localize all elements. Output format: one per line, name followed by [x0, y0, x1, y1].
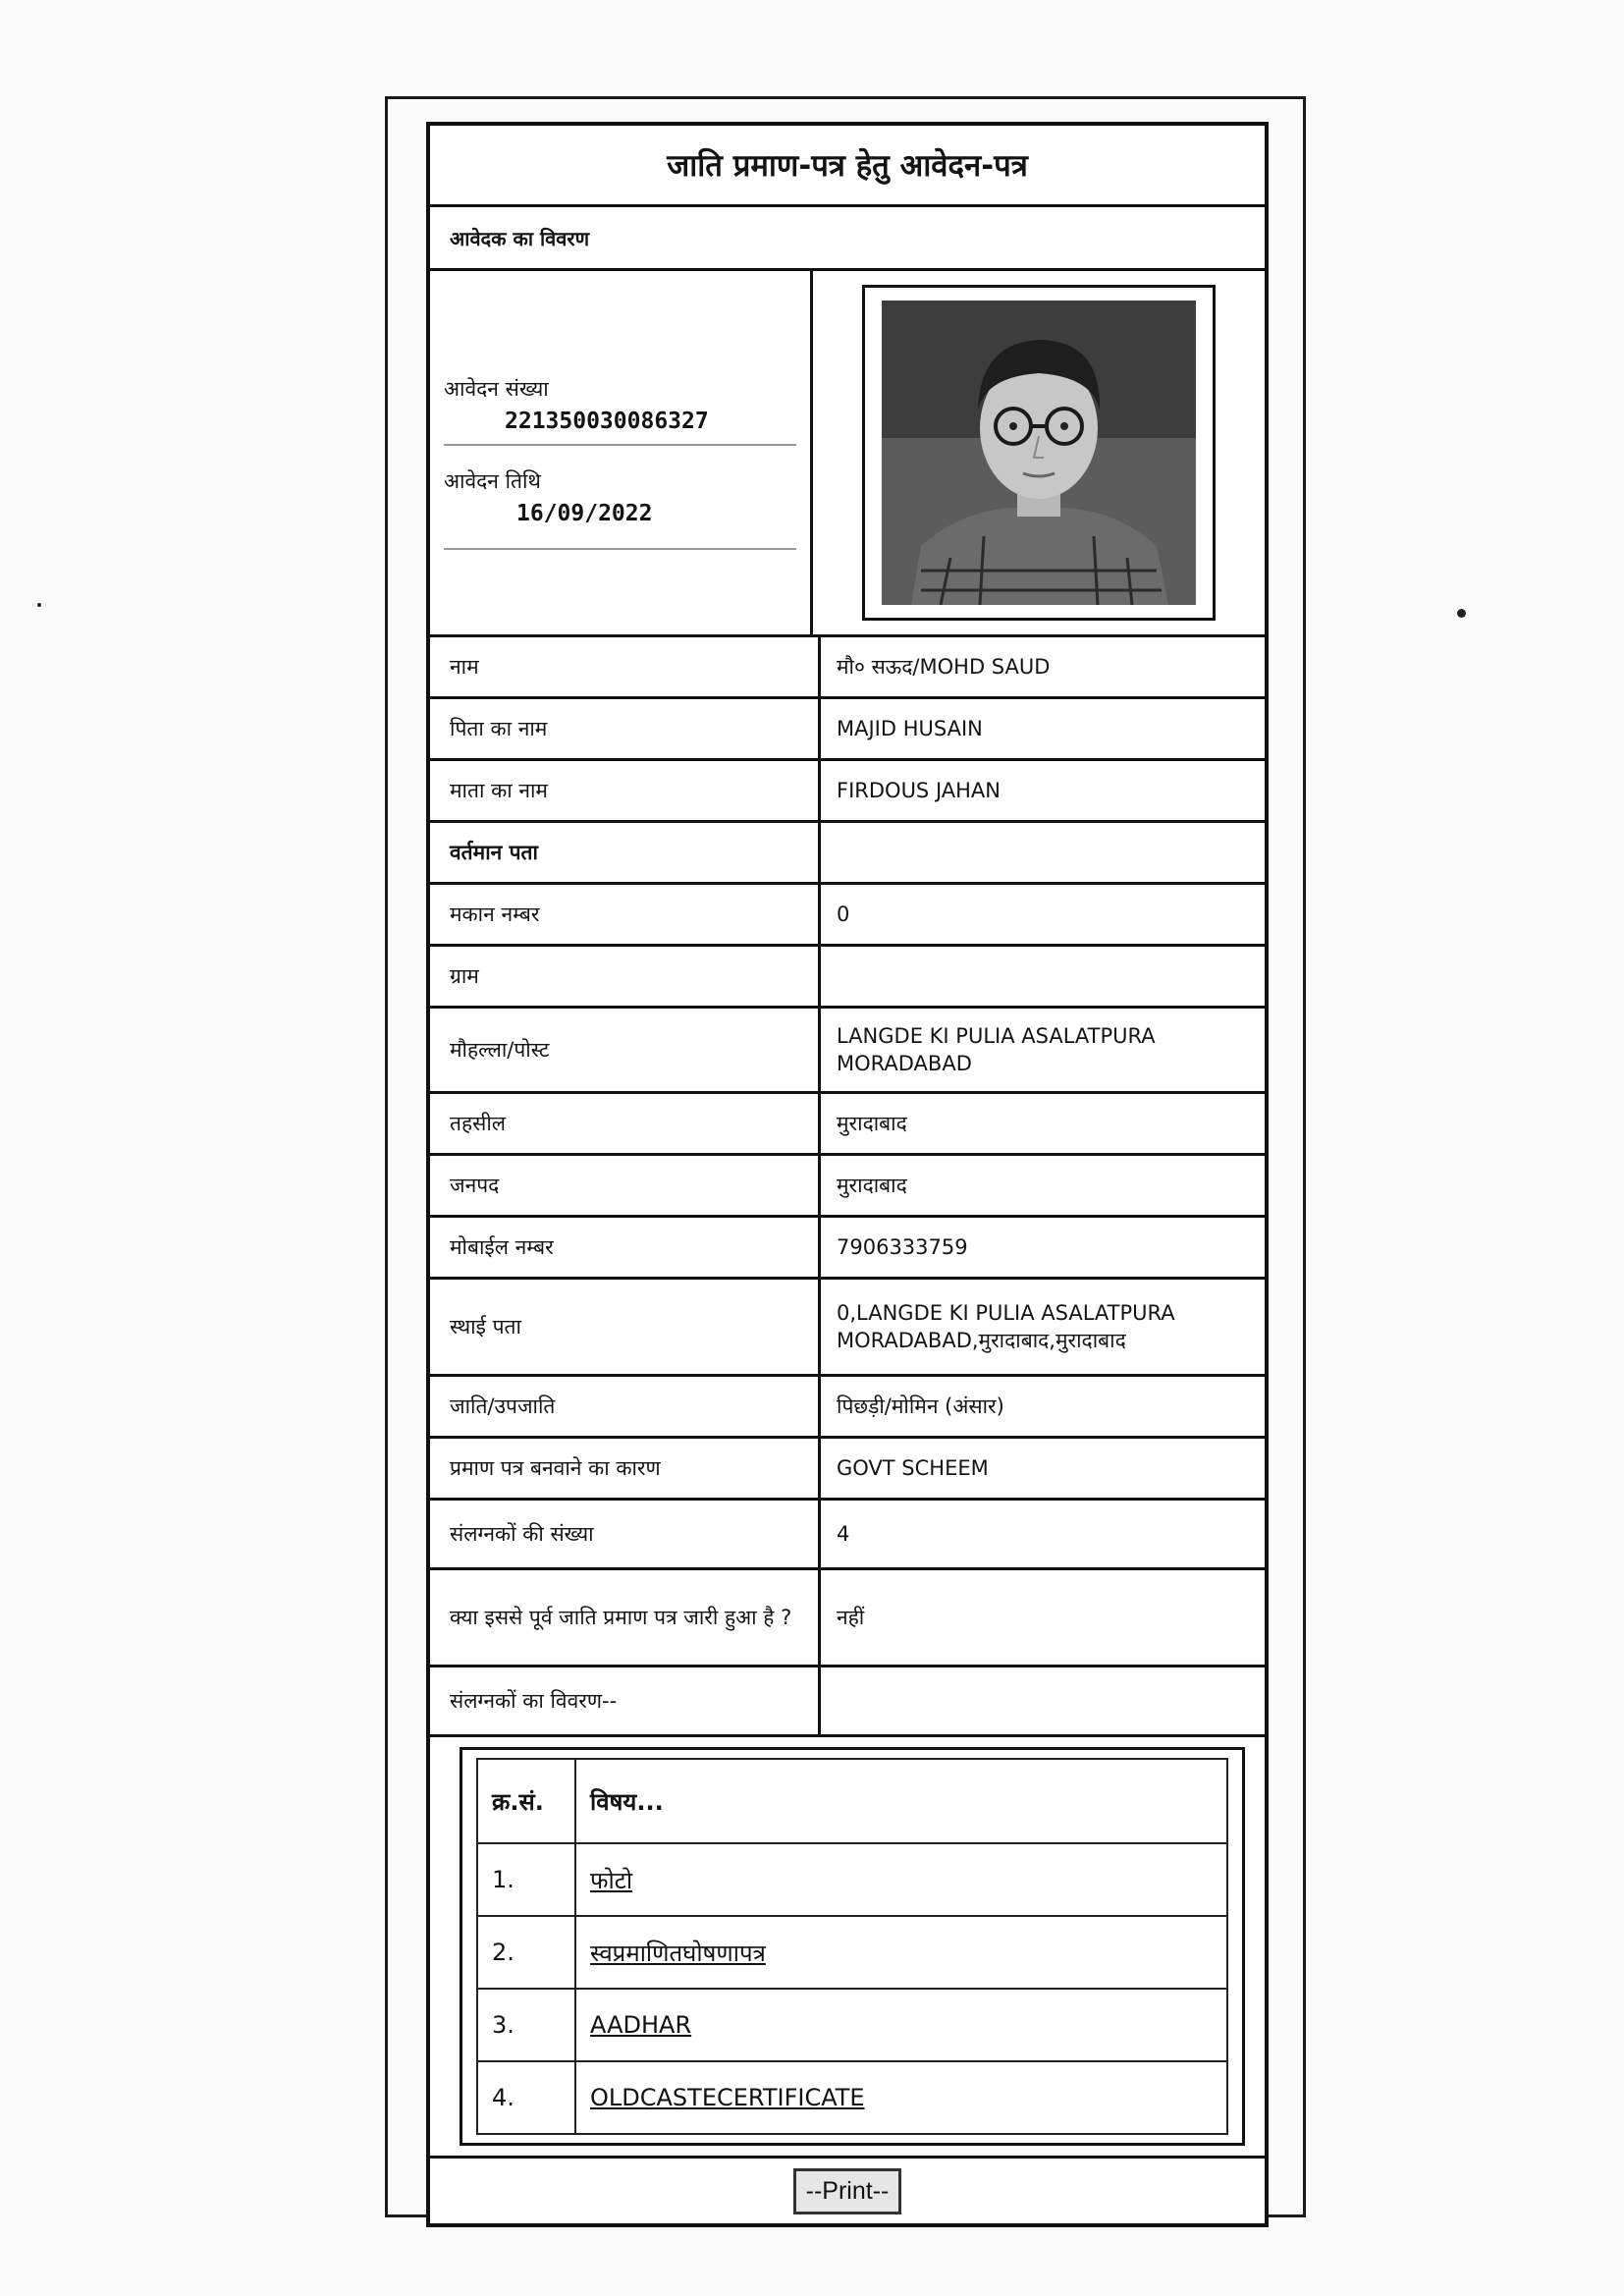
field-value: पिछड़ी/मोमिन (अंसार): [837, 1394, 1004, 1418]
field-label: नाम: [430, 637, 821, 696]
field-label: तहसील: [430, 1094, 821, 1153]
field-value: मुरादाबाद: [837, 1173, 907, 1197]
application-date: 16/09/2022: [444, 501, 796, 550]
application-date-label: आवेदन तिथि: [444, 469, 541, 493]
attachments-header-row: [477, 1759, 1227, 1843]
field-row-house-number: [430, 885, 1265, 947]
field-row-permanent-address: [430, 1280, 1265, 1377]
field-label: वर्तमान पता: [430, 823, 821, 882]
field-label: जनपद: [430, 1156, 821, 1215]
serial-column-header: क्र.सं.: [477, 1759, 575, 1843]
field-row-caste: [430, 1377, 1265, 1439]
field-label: क्या इससे पूर्व जाति प्रमाण पत्र जारी हुआ है ?: [430, 1570, 821, 1665]
table-row: [477, 1843, 1227, 1916]
field-value: [821, 1667, 1265, 1734]
applicant-photo-graphic: [882, 301, 1196, 605]
table-row: [477, 1989, 1227, 2061]
field-label: संलग्नकों की संख्या: [430, 1501, 821, 1567]
attachment-serial: 4.: [477, 2061, 575, 2134]
scan-speck: [1457, 609, 1466, 618]
applicant-details-heading: आवेदक का विवरण: [430, 207, 1265, 271]
attachment-serial: 2.: [477, 1916, 575, 1989]
scan-speck: [37, 603, 41, 607]
attachments-table: [476, 1758, 1228, 2135]
field-value: FIRDOUS JAHAN: [837, 778, 1001, 802]
application-number-label: आवेदन संख्या: [444, 377, 549, 401]
field-row-village: [430, 947, 1265, 1009]
field-row-previous-certificate: [430, 1570, 1265, 1667]
field-row-tehsil: [430, 1094, 1265, 1156]
field-label: ग्राम: [430, 947, 821, 1006]
field-value: 7906333759: [837, 1234, 968, 1259]
field-label: मकान नम्बर: [430, 885, 821, 944]
attachment-serial: 3.: [477, 1989, 575, 2061]
attachment-link-photo[interactable]: फोटो: [590, 1866, 633, 1894]
application-meta: [430, 271, 813, 634]
field-row-attachment-details: [430, 1667, 1265, 1737]
field-label: पिता का नाम: [430, 699, 821, 758]
print-row: [430, 2159, 1265, 2223]
attachment-link-self-declaration[interactable]: स्वप्रमाणितघोषणापत्र: [590, 1939, 766, 1967]
field-row-mother-name: [430, 761, 1265, 823]
field-label: स्थाई पता: [430, 1280, 821, 1374]
application-form: [426, 122, 1269, 2227]
field-value: मुरादाबाद: [837, 1111, 907, 1135]
table-row: [477, 2061, 1227, 2134]
field-value: 4: [837, 1521, 850, 1546]
field-row-attachment-count: [430, 1501, 1265, 1570]
field-row-certificate-reason: [430, 1439, 1265, 1501]
field-row-mobile-number: [430, 1218, 1265, 1280]
attachment-cell: [575, 1916, 1227, 1989]
field-value: MAJID HUSAIN: [837, 716, 983, 740]
photo-frame: [862, 285, 1216, 621]
form-title: जाति प्रमाण-पत्र हेतु आवेदन-पत्र: [430, 126, 1265, 207]
field-label: प्रमाण पत्र बनवाने का कारण: [430, 1439, 821, 1498]
field-label: जाति/उपजाति: [430, 1377, 821, 1436]
application-meta-block: [430, 271, 1265, 637]
field-row-district: [430, 1156, 1265, 1218]
photo-cell: [813, 271, 1265, 634]
attachment-cell: [575, 1843, 1227, 1916]
field-label: मोबाईल नम्बर: [430, 1218, 821, 1277]
application-number: 221350030086327: [444, 409, 796, 446]
field-row-father-name: [430, 699, 1265, 761]
field-value: नहीं: [837, 1605, 865, 1629]
attachment-link-old-caste-certificate[interactable]: OLDCASTECERTIFICATE: [590, 2084, 865, 2111]
subject-column-header: विषय...: [575, 1759, 1227, 1843]
field-value: मौ० सऊद/MOHD SAUD: [837, 654, 1051, 679]
field-label: मौहल्ला/पोस्ट: [430, 1009, 821, 1091]
field-row-locality-post: [430, 1009, 1265, 1094]
attachment-serial: 1.: [477, 1843, 575, 1916]
attachment-cell: [575, 2061, 1227, 2134]
attachments-box: [460, 1747, 1245, 2146]
field-label: संलग्नकों का विवरण--: [430, 1667, 821, 1734]
table-row: [477, 1916, 1227, 1989]
field-value: GOVT SCHEEM: [837, 1455, 989, 1480]
attachment-cell: [575, 1989, 1227, 2061]
field-value: 0,LANGDE KI PULIA ASALATPURA MORADABAD,मुरादाबाद,मुरादाबाद: [837, 1300, 1175, 1352]
attachment-link-aadhar[interactable]: AADHAR: [590, 2011, 692, 2039]
field-value: [821, 947, 1265, 1006]
field-label: माता का नाम: [430, 761, 821, 820]
field-value: [821, 823, 1265, 882]
field-row-name: [430, 637, 1265, 699]
field-row-current-address: [430, 823, 1265, 885]
attachments-section: [430, 1737, 1265, 2159]
applicant-photo: [882, 301, 1196, 605]
field-value: 0: [837, 902, 850, 926]
field-value: LANGDE KI PULIA ASALATPURA MORADABAD: [837, 1023, 1156, 1075]
print-button[interactable]: --Print--: [793, 2168, 902, 2214]
